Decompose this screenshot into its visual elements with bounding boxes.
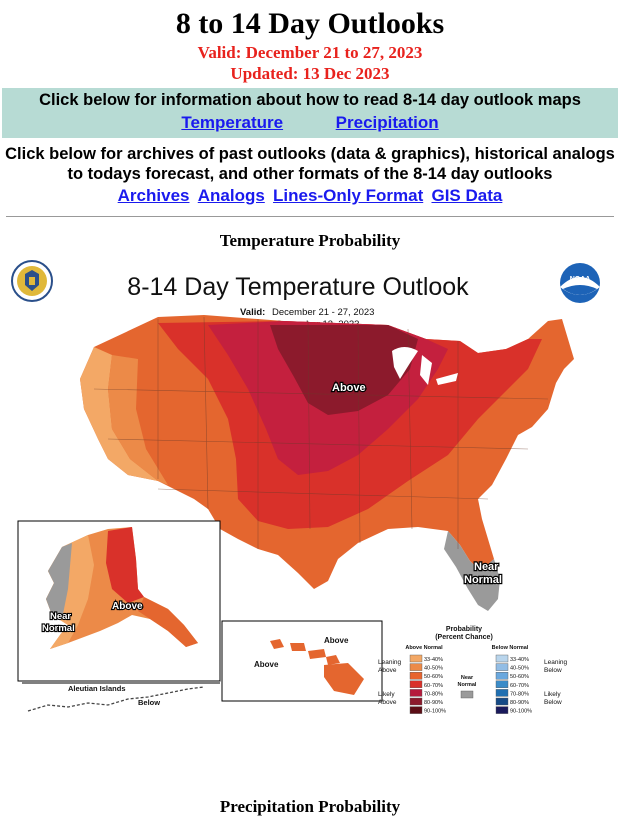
legend-above-range-3: 60-70% bbox=[424, 682, 443, 689]
alaska-inset bbox=[18, 521, 220, 711]
info-box bbox=[2, 88, 618, 138]
commerce-seal-icon bbox=[12, 261, 52, 301]
legend-above-range-4: 70-80% bbox=[424, 691, 443, 698]
precipitation-info-link[interactable]: Precipitation bbox=[335, 113, 439, 132]
updated-date: Updated: 13 Dec 2023 bbox=[230, 64, 390, 83]
legend-below-swatch-3 bbox=[496, 681, 508, 688]
legend-below-header: Below Normal bbox=[491, 645, 529, 651]
legend-above-swatch-0 bbox=[410, 655, 422, 662]
legend-above-range-2: 50-60% bbox=[424, 674, 443, 681]
legend-below-range-0: 33-40% bbox=[510, 657, 529, 663]
alaska-near-label: Near bbox=[50, 611, 72, 622]
legend-above-range-6: 90-100% bbox=[424, 708, 447, 715]
legend-near-label-2: Normal bbox=[457, 682, 477, 688]
legend-below-range-3: 60-70% bbox=[510, 682, 529, 689]
legend-title: Probability bbox=[445, 626, 483, 633]
map-valid-value: December 21 - 27, 2023 bbox=[272, 307, 375, 318]
legend-below-swatch-2 bbox=[496, 672, 508, 679]
conus-above-label: Above bbox=[332, 382, 366, 394]
legend-likely-below-1: Likely bbox=[544, 691, 561, 698]
legend-leaning-above-2: Above bbox=[378, 667, 397, 674]
legend-below-range-5: 80-90% bbox=[510, 700, 529, 706]
legend-below-swatch-6 bbox=[496, 707, 508, 714]
legend-above-swatch-2 bbox=[410, 672, 422, 679]
map-valid-label: Valid: bbox=[240, 307, 266, 318]
map-title: 8-14 Day Temperature Outlook bbox=[127, 273, 469, 301]
precipitation-section-title: Precipitation Probability bbox=[219, 797, 401, 816]
legend-above-range-1: 40-50% bbox=[424, 665, 443, 672]
legend-below-swatch-5 bbox=[496, 698, 508, 705]
temperature-section-title: Temperature Probability bbox=[219, 231, 401, 250]
legend-leaning-above-1: Leaning bbox=[378, 659, 402, 666]
legend-below-range-2: 50-60% bbox=[510, 674, 529, 681]
archives-link[interactable]: Archives bbox=[117, 186, 190, 205]
legend-above-header: Above Normal bbox=[405, 645, 443, 651]
legend-above-swatch-6 bbox=[410, 707, 422, 714]
legend-likely-above-2: Above bbox=[378, 699, 397, 706]
divider bbox=[6, 216, 614, 217]
florida-normal-label: Normal bbox=[464, 574, 502, 586]
florida-near-label: Near bbox=[474, 561, 499, 573]
page-title: 8 to 14 Day Outlooks bbox=[175, 7, 445, 40]
legend-leaning-below-1: Leaning bbox=[544, 659, 568, 666]
temperature-outlook-map[interactable] bbox=[8, 259, 612, 743]
temperature-info-link[interactable]: Temperature bbox=[181, 113, 284, 132]
hawaii-above-label-1: Above bbox=[324, 636, 349, 645]
info-text: Click below for information about how to read 8-14 day outlook maps bbox=[39, 91, 581, 109]
legend-likely-below-2: Below bbox=[544, 699, 562, 706]
legend-subtitle: (Percent Chance) bbox=[435, 634, 493, 641]
legend-below-swatch-1 bbox=[496, 664, 508, 671]
legend-above-swatch-5 bbox=[410, 698, 422, 705]
noaa-logo-icon bbox=[560, 263, 600, 303]
legend-below-swatch-0 bbox=[496, 655, 508, 662]
aleutian-label: Aleutian Islands bbox=[68, 684, 126, 693]
legend-above-swatch-4 bbox=[410, 689, 422, 696]
aleutian-below-label: Below bbox=[138, 698, 161, 707]
legend-above-range-5: 80-90% bbox=[424, 700, 443, 706]
legend-below-swatch-4 bbox=[496, 689, 508, 696]
legend-below-range-4: 70-80% bbox=[510, 691, 529, 698]
alaska-normal-label: Normal bbox=[42, 623, 75, 634]
legend-above-range-0: 33-40% bbox=[424, 657, 443, 663]
lines-only-link[interactable]: Lines-Only Format bbox=[273, 186, 424, 205]
legend-above-swatch-3 bbox=[410, 681, 422, 688]
archive-links bbox=[0, 186, 620, 206]
legend-near-swatch bbox=[461, 691, 473, 698]
hawaii-inset bbox=[222, 621, 382, 701]
gis-data-link[interactable]: GIS Data bbox=[431, 186, 503, 205]
valid-dates: Valid: December 21 to 27, 2023 bbox=[197, 43, 423, 62]
analogs-link[interactable]: Analogs bbox=[197, 186, 265, 205]
alaska-above-label: Above bbox=[112, 601, 143, 612]
legend-below-range-6: 90-100% bbox=[510, 708, 533, 715]
legend-near-label-1: Near bbox=[460, 675, 474, 681]
hawaii-above-label-2: Above bbox=[254, 660, 279, 669]
archive-text: Click below for archives of past outlooks (data & graphics), historical analogs to todays forecast, and other formats of the 8-14 day outlooks bbox=[5, 145, 615, 183]
legend-likely-above-1: Likely bbox=[378, 691, 395, 698]
legend-above-swatch-1 bbox=[410, 664, 422, 671]
noaa-logo-text: NOAA bbox=[569, 276, 591, 283]
legend-below-range-1: 40-50% bbox=[510, 665, 529, 672]
legend-leaning-below-2: Below bbox=[544, 667, 562, 674]
